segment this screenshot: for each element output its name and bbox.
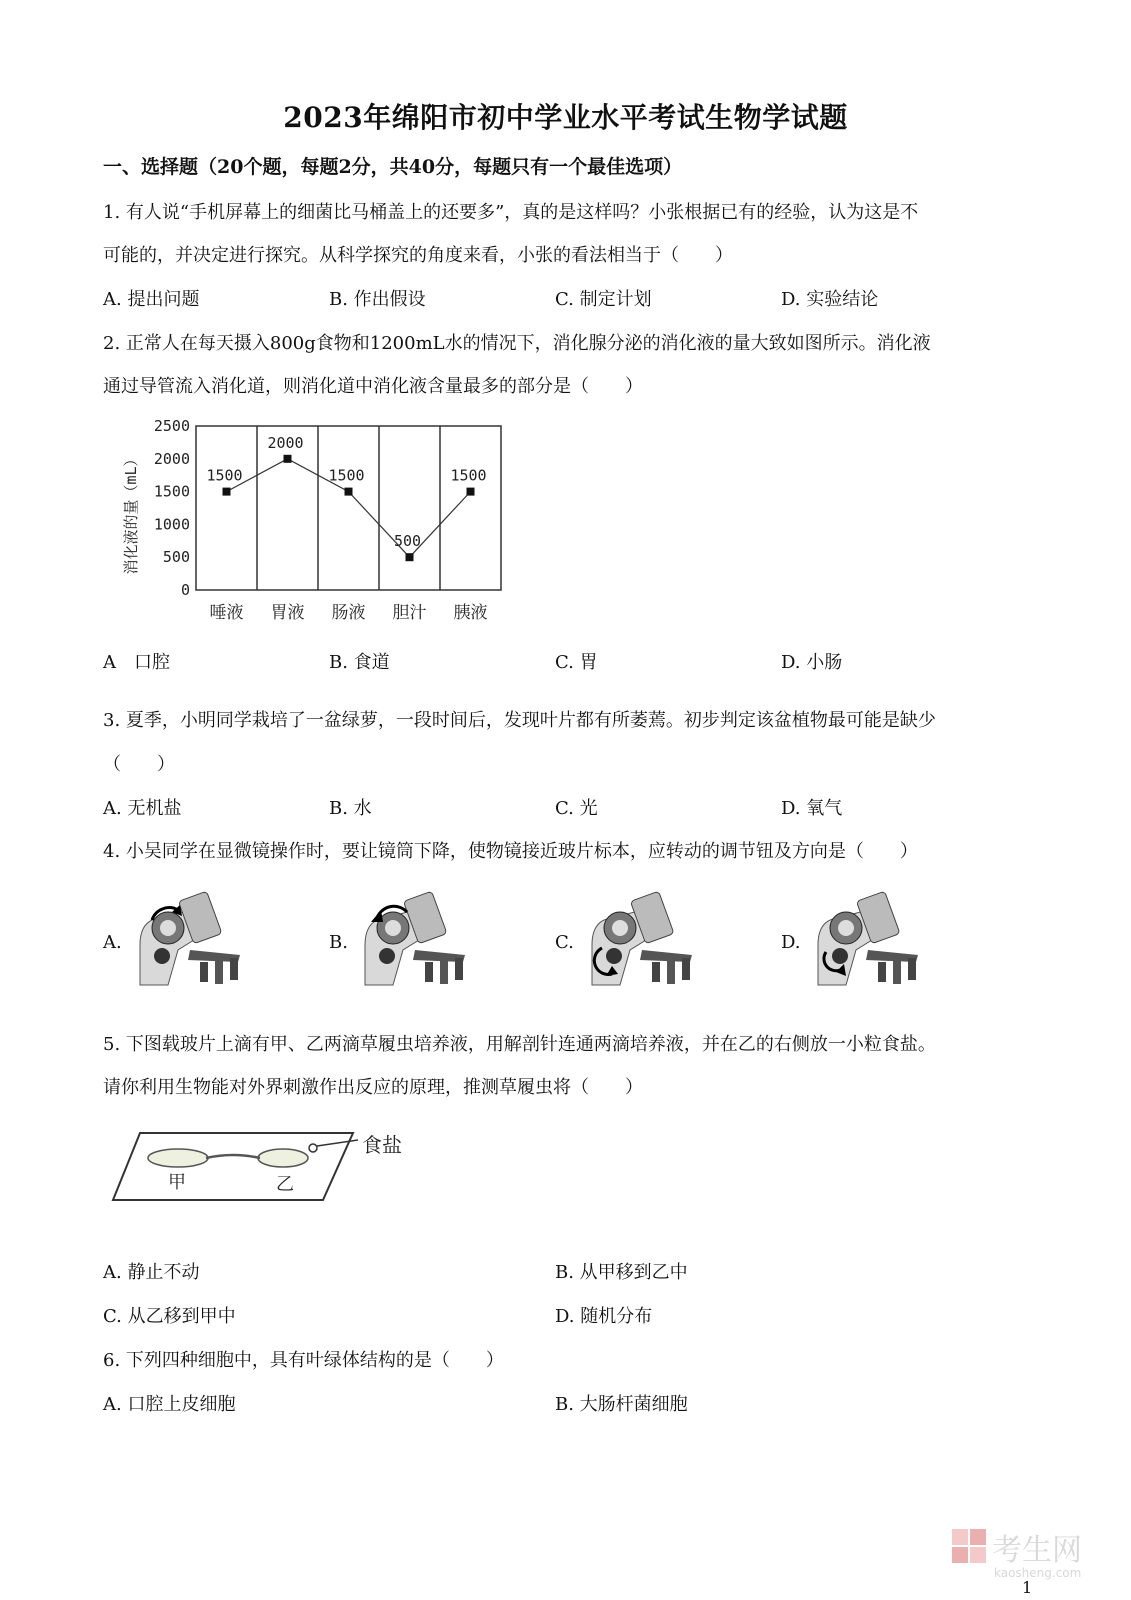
q6-stem-line1: 6. 下列四种细胞中，具有叶绿体结构的是（ ） [103,1350,504,1371]
q2-stem-line2: 通过导管流入消化道，则消化道中消化液含量最多的部分是（ ） [103,376,643,397]
q6-option-b: B. 大肠杆菌细胞 [555,1394,688,1415]
logo-block [952,1529,968,1545]
q4-option-c: C. [555,932,574,953]
data-label-5: 1500 [450,466,487,485]
data-label-2: 2000 [267,433,304,452]
slide-diagram [108,1128,428,1208]
q4-option-d: D. [781,932,801,953]
q3-stem-line2: （ ） [103,754,175,775]
digestive-juice-chart [118,418,518,628]
salt-label: 食盐 [362,1133,402,1157]
x-tick-label: 胃液 [270,603,305,623]
q2-option-d: D. 小肠 [781,652,843,673]
q6-option-a: A. 口腔上皮细胞 [103,1394,236,1415]
q1-option-b: B. 作出假设 [329,289,426,310]
data-point-3 [345,488,353,496]
jia-label: 甲 [168,1172,186,1193]
microscope-option-a-image [130,890,250,990]
data-label-1: 1500 [206,466,243,485]
yi-label: 乙 [276,1174,294,1195]
logo-block [952,1547,968,1563]
drop-jia [148,1149,208,1167]
q5-stem-line2: 请你利用生物能对外界刺激作出反应的原理，推测草履虫将（ ） [103,1077,643,1098]
q1-stem-line2: 可能的，并决定进行探究。从科学探究的角度来看，小张的看法相当于（ ） [103,245,733,266]
q1-option-c: C. 制定计划 [555,289,652,310]
data-point-5 [467,488,475,496]
q3-option-d: D. 氧气 [781,798,843,819]
q3-option-c: C. 光 [555,798,598,819]
data-point-4 [406,553,414,561]
watermark-en: kaosheng.com [994,1566,1082,1580]
y-tick-label: 0 [180,581,190,599]
q2-stem-line1: 2. 正常人在每天摄入800g食物和1200mL水的情况下，消化腺分泌的消化液的量大致如图所示。消化液 [103,333,931,354]
y-tick-label: 2500 [153,418,190,435]
x-tick-label: 胰液 [453,603,488,623]
drop-yi [258,1149,308,1167]
x-tick-label: 肠液 [331,603,366,623]
data-point-2 [284,455,292,463]
glass-slide [113,1133,353,1200]
q5-option-d: D. 随机分布 [555,1306,653,1327]
q5-option-b: B. 从甲移到乙中 [555,1262,688,1283]
logo-block [970,1547,986,1563]
q5-stem-line1: 5. 下图载玻片上滴有甲、乙两滴草履虫培养液，用解剖针连通两滴培养液，并在乙的右侧放一小粒食盐。 [103,1034,936,1055]
q3-option-a: A. 无机盐 [103,798,182,819]
q5-option-c: C. 从乙移到甲中 [103,1306,236,1327]
y-tick-label: 500 [162,548,190,567]
section-heading: 一、选择题（20个题，每题2分，共40分，每题只有一个最佳选项） [103,156,683,178]
y-tick-label: 2000 [153,449,190,468]
page-title: 2023年绵阳市初中学业水平考试生物学试题 [283,101,848,134]
q5-option-a: A. 静止不动 [103,1262,200,1283]
watermark-cn: 考生网 [992,1533,1082,1568]
page-number: 1 [1022,1578,1033,1597]
salt-pointer [317,1140,358,1146]
connecting-channel [206,1155,260,1158]
data-label-4: 500 [393,532,422,551]
q3-option-b: B. 水 [329,798,372,819]
q4-option-b: B. [329,932,348,953]
q1-option-d: D. 实验结论 [781,289,879,310]
microscope-option-b-image [355,890,475,990]
y-tick-label: 1000 [153,515,190,534]
microscope-option-c-image [582,890,702,990]
q2-option-c: C. 胃 [555,652,598,673]
q4-stem-line1: 4. 小吴同学在显微镜操作时，要让镜筒下降，使物镜接近玻片标本，应转动的调节钮及方向是（ ） [103,841,918,862]
data-label-3: 1500 [328,466,365,485]
q3-stem-line1: 3. 夏季，小明同学栽培了一盆绿萝，一段时间后，发现叶片都有所萎蔫。初步判定该盆植物最可能是缺少 [103,710,936,731]
salt-grain [309,1144,317,1152]
q4-option-a: A. [103,932,122,953]
q1-option-a: A. 提出问题 [103,289,200,310]
y-tick-label: 1500 [153,482,190,501]
watermark-logo [950,1525,1120,1585]
microscope-option-d-image [808,890,928,990]
data-point-1 [223,488,231,496]
x-tick-label: 唾液 [209,603,244,623]
chart-ylabel: 消化液的量（mL） [122,451,140,575]
q1-stem-line1: 1. 有人说“手机屏幕上的细菌比马桶盖上的还要多”，真的是这样吗？小张根据已有的经验，认为这是不 [103,202,919,223]
logo-block [970,1529,986,1545]
q2-option-a: A 口腔 [103,652,170,673]
q2-option-b: B. 食道 [329,652,390,673]
x-tick-label: 胆汁 [392,603,427,623]
